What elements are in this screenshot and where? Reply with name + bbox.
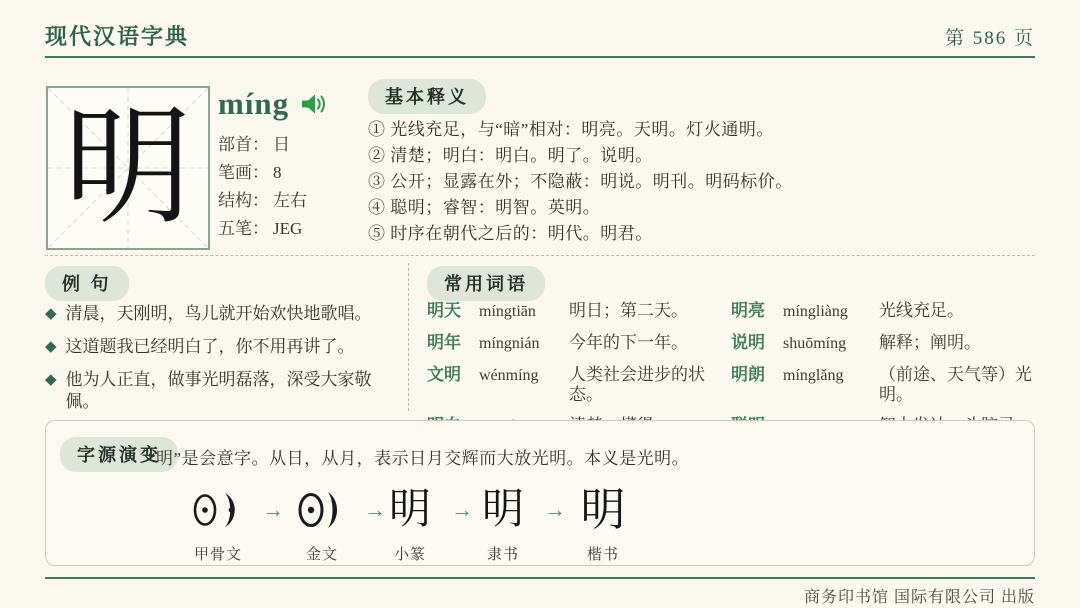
word-meaning: 解释；阐明。 — [879, 333, 981, 352]
regular-script-character: 明 — [580, 484, 626, 535]
seal-script-character: 明 — [388, 487, 431, 533]
example-item — [45, 336, 395, 358]
definition-item: ③ 公开；显露在外；不隐蔽：明说。明刊。明码标价。 — [368, 172, 793, 191]
word-text: 说明 — [731, 333, 765, 352]
word-entry — [731, 365, 1041, 405]
pinyin-text: míng — [218, 86, 290, 121]
word-entry — [427, 365, 727, 405]
info-value: 日 — [273, 135, 290, 154]
word-entry — [731, 301, 1041, 322]
arrow-icon: → — [544, 497, 566, 522]
page-number: 第 586 页 — [944, 28, 1035, 49]
speaker-icon[interactable] — [301, 93, 327, 115]
stage-label: 金文 — [305, 547, 338, 563]
definition-item: ① 光线充足，与“暗”相对：明亮。天明。灯火通明。 — [368, 120, 774, 139]
word-entry — [427, 301, 727, 322]
stage-oracle-bone — [170, 484, 266, 564]
diamond-bullet-icon: ◆ — [45, 339, 57, 355]
arrow-icon: → — [364, 497, 386, 522]
word-meaning: 今年的下一年。 — [569, 333, 688, 352]
example-item — [45, 369, 395, 413]
headword-character: 明 — [63, 97, 192, 239]
examples-list — [45, 303, 395, 424]
diamond-bullet-icon: ◆ — [45, 306, 57, 322]
clerical-script-character: 明 — [481, 487, 524, 533]
common-words-badge: 常用词语 — [427, 266, 545, 301]
word-meaning: 光线充足。 — [879, 301, 964, 320]
info-label: 笔画： — [218, 163, 269, 182]
word-pinyin: míngliàng — [783, 303, 848, 320]
word-text: 明天 — [427, 301, 461, 320]
info-row-structure — [218, 187, 307, 215]
stage-clerical — [455, 484, 551, 564]
word-entry — [427, 333, 727, 354]
word-pinyin: wénmíng — [479, 367, 539, 384]
dictionary-title: 现代汉语字典 — [45, 24, 190, 49]
word-pinyin: míngtiān — [479, 303, 536, 320]
horizontal-dashed-divider — [45, 255, 1035, 256]
info-row-strokes — [218, 159, 307, 187]
word-pinyin: mínglǎng — [783, 367, 844, 384]
info-label: 结构： — [218, 191, 269, 210]
word-text: 文明 — [427, 365, 461, 384]
vertical-dashed-divider — [408, 263, 409, 411]
stage-label: 甲骨文 — [193, 547, 242, 563]
info-label: 五笔： — [218, 219, 269, 238]
word-pinyin: míngnián — [479, 335, 540, 352]
definition-item: ⑤ 时序在朝代之后的：明代。明君。 — [368, 224, 653, 243]
stage-label: 隶书 — [486, 547, 519, 563]
stage-bronze — [274, 484, 370, 564]
word-meaning: 明日；第二天。 — [569, 301, 688, 320]
info-label: 部首： — [218, 135, 269, 154]
example-item — [45, 303, 395, 325]
definitions-badge: 基本释义 — [368, 79, 486, 114]
header-rule — [45, 56, 1035, 58]
pinyin-row — [218, 86, 327, 122]
etymology-description: “明”是会意字。从日，从月，表示日月交辉而大放光明。本义是光明。 — [148, 449, 690, 468]
word-text: 明亮 — [731, 301, 765, 320]
stage-small-seal — [362, 484, 458, 564]
bronze-glyph — [274, 484, 370, 536]
arrow-icon: → — [262, 497, 284, 522]
character-grid-box — [46, 86, 210, 250]
stage-label: 楷书 — [586, 547, 619, 563]
publisher-text: 商务印书馆 国际有限公司 出版 — [803, 589, 1035, 606]
word-text: 明朗 — [731, 365, 765, 384]
stage-regular — [555, 484, 651, 564]
examples-badge: 例 句 — [45, 266, 129, 301]
character-info-list — [218, 131, 307, 243]
example-text: 他为人正直，做事光明磊落，深受大家敬佩。 — [65, 370, 372, 411]
word-pinyin: shuōmíng — [783, 335, 847, 352]
diamond-bullet-icon: ◆ — [45, 372, 57, 388]
word-entry — [731, 333, 1041, 354]
arrow-icon: → — [451, 497, 473, 522]
example-text: 这道题我已经明白了，你不用再讲了。 — [65, 337, 355, 356]
definitions-list — [368, 117, 1038, 247]
info-value: 左右 — [273, 191, 307, 210]
info-value: JEG — [273, 219, 303, 238]
footer-rule — [45, 577, 1035, 579]
definition-item: ④ 聪明；睿智：明智。英明。 — [368, 198, 601, 217]
info-row-wubi — [218, 215, 307, 243]
word-text: 明年 — [427, 333, 461, 352]
word-meaning: （前途、天气等）光明。 — [879, 365, 1032, 404]
info-row-radical — [218, 131, 307, 159]
oracle-bone-glyph — [170, 484, 266, 536]
definition-item: ② 清楚；明白：明白。明了。说明。 — [368, 146, 653, 165]
etymology-badge: 字源演变 — [60, 437, 178, 472]
word-meaning: 人类社会进步的状态。 — [569, 365, 705, 404]
example-text: 清晨，天刚明，鸟儿就开始欢快地歌唱。 — [65, 304, 372, 323]
info-value: 8 — [273, 163, 282, 182]
stage-label: 小篆 — [393, 547, 426, 563]
